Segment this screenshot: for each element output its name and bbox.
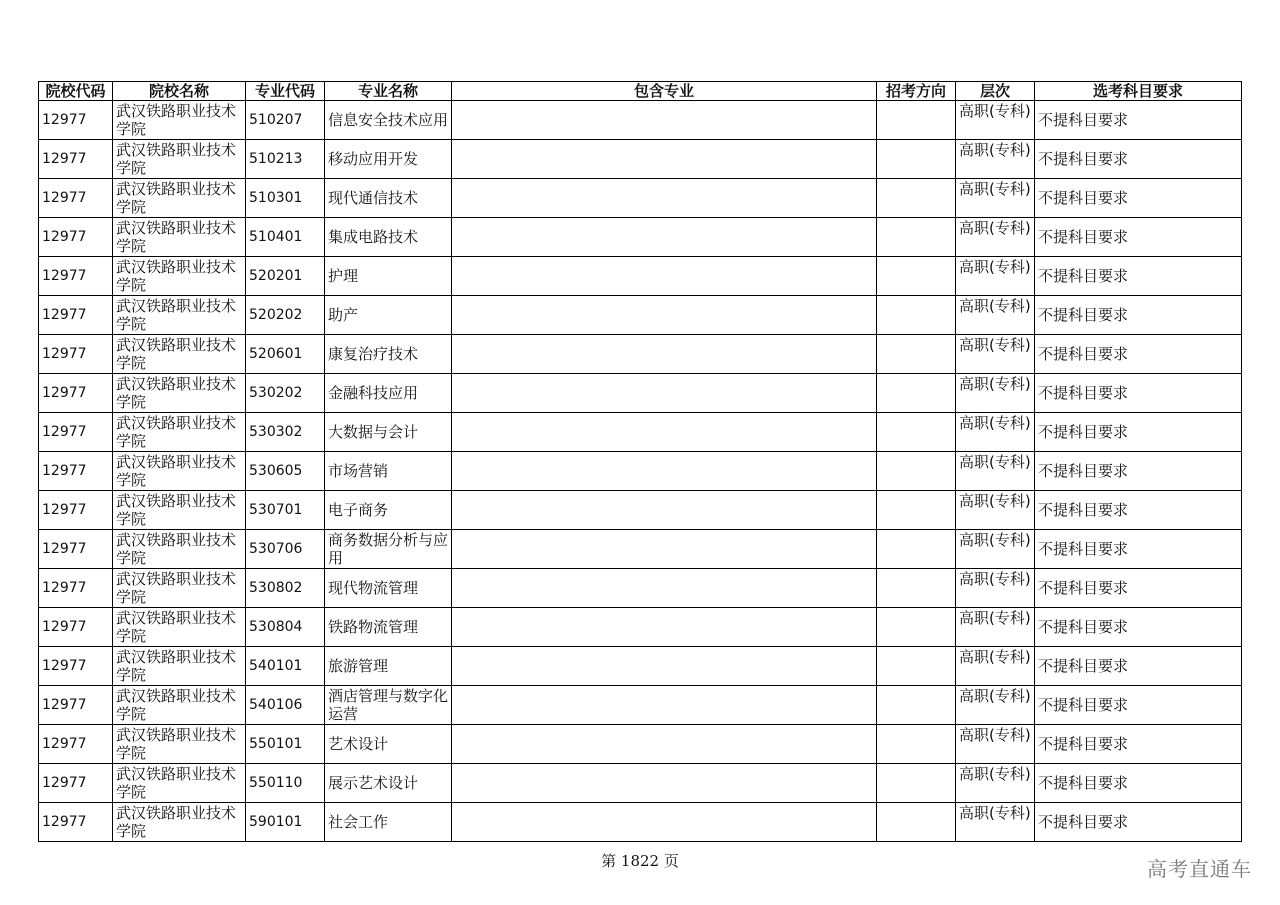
cell-major-code: 530605 (246, 452, 325, 491)
cell-included-majors (452, 530, 877, 569)
cell-included-majors (452, 608, 877, 647)
table-body (39, 101, 1242, 842)
cell-level: 高职(专科) (956, 764, 1035, 803)
cell-enrollment-direction (877, 530, 956, 569)
cell-level: 高职(专科) (956, 608, 1035, 647)
cell-school-code: 12977 (39, 374, 113, 413)
table-row (39, 725, 1242, 764)
cell-major-name: 助产 (325, 296, 452, 335)
cell-enrollment-direction (877, 374, 956, 413)
cell-school-code: 12977 (39, 140, 113, 179)
header-included-majors: 包含专业 (452, 82, 877, 101)
cell-enrollment-direction (877, 413, 956, 452)
cell-level: 高职(专科) (956, 569, 1035, 608)
cell-enrollment-direction (877, 335, 956, 374)
table-row (39, 179, 1242, 218)
cell-level: 高职(专科) (956, 686, 1035, 725)
table-row (39, 686, 1242, 725)
header-school-name: 院校名称 (113, 82, 246, 101)
cell-included-majors (452, 257, 877, 296)
cell-level: 高职(专科) (956, 179, 1035, 218)
cell-school-name: 武汉铁路职业技术学院 (113, 101, 246, 140)
watermark-text: 高考直通车 (1147, 857, 1252, 881)
cell-major-name: 社会工作 (325, 803, 452, 842)
cell-included-majors (452, 335, 877, 374)
cell-subject-requirement: 不提科目要求 (1035, 725, 1242, 764)
cell-subject-requirement: 不提科目要求 (1035, 140, 1242, 179)
cell-subject-requirement: 不提科目要求 (1035, 686, 1242, 725)
cell-enrollment-direction (877, 140, 956, 179)
cell-subject-requirement: 不提科目要求 (1035, 413, 1242, 452)
cell-enrollment-direction (877, 491, 956, 530)
cell-subject-requirement: 不提科目要求 (1035, 452, 1242, 491)
table-row (39, 257, 1242, 296)
header-level: 层次 (956, 82, 1035, 101)
cell-school-name: 武汉铁路职业技术学院 (113, 725, 246, 764)
cell-subject-requirement: 不提科目要求 (1035, 101, 1242, 140)
table-row (39, 413, 1242, 452)
cell-level: 高职(专科) (956, 413, 1035, 452)
cell-school-name: 武汉铁路职业技术学院 (113, 608, 246, 647)
cell-subject-requirement: 不提科目要求 (1035, 803, 1242, 842)
table-header-row (39, 82, 1242, 101)
cell-major-code: 550101 (246, 725, 325, 764)
cell-included-majors (452, 296, 877, 335)
cell-school-code: 12977 (39, 218, 113, 257)
cell-school-code: 12977 (39, 647, 113, 686)
cell-school-code: 12977 (39, 335, 113, 374)
cell-enrollment-direction (877, 803, 956, 842)
cell-major-code: 530202 (246, 374, 325, 413)
cell-level: 高职(专科) (956, 335, 1035, 374)
cell-major-name: 电子商务 (325, 491, 452, 530)
cell-enrollment-direction (877, 725, 956, 764)
cell-included-majors (452, 413, 877, 452)
cell-school-name: 武汉铁路职业技术学院 (113, 764, 246, 803)
cell-school-name: 武汉铁路职业技术学院 (113, 335, 246, 374)
cell-level: 高职(专科) (956, 257, 1035, 296)
cell-included-majors (452, 647, 877, 686)
table-row (39, 530, 1242, 569)
cell-enrollment-direction (877, 686, 956, 725)
cell-level: 高职(专科) (956, 218, 1035, 257)
table-row (39, 569, 1242, 608)
cell-major-name: 商务数据分析与应用 (325, 530, 452, 569)
table-row (39, 608, 1242, 647)
cell-school-name: 武汉铁路职业技术学院 (113, 218, 246, 257)
cell-subject-requirement: 不提科目要求 (1035, 374, 1242, 413)
cell-level: 高职(专科) (956, 296, 1035, 335)
cell-major-name: 护理 (325, 257, 452, 296)
cell-major-code: 530701 (246, 491, 325, 530)
cell-major-name: 铁路物流管理 (325, 608, 452, 647)
cell-level: 高职(专科) (956, 491, 1035, 530)
cell-enrollment-direction (877, 257, 956, 296)
cell-major-code: 520201 (246, 257, 325, 296)
cell-enrollment-direction (877, 179, 956, 218)
cell-included-majors (452, 803, 877, 842)
cell-included-majors (452, 686, 877, 725)
cell-major-code: 520601 (246, 335, 325, 374)
cell-major-name: 展示艺术设计 (325, 764, 452, 803)
cell-included-majors (452, 218, 877, 257)
page-number: 第 1822 页 (601, 852, 679, 870)
cell-level: 高职(专科) (956, 725, 1035, 764)
table-row (39, 803, 1242, 842)
table-row (39, 101, 1242, 140)
cell-included-majors (452, 569, 877, 608)
cell-school-code: 12977 (39, 296, 113, 335)
cell-major-name: 现代通信技术 (325, 179, 452, 218)
cell-enrollment-direction (877, 218, 956, 257)
table-row (39, 452, 1242, 491)
cell-enrollment-direction (877, 608, 956, 647)
cell-major-name: 现代物流管理 (325, 569, 452, 608)
cell-school-code: 12977 (39, 452, 113, 491)
cell-major-code: 590101 (246, 803, 325, 842)
cell-school-name: 武汉铁路职业技术学院 (113, 296, 246, 335)
cell-level: 高职(专科) (956, 140, 1035, 179)
cell-major-name: 酒店管理与数字化运营 (325, 686, 452, 725)
cell-school-code: 12977 (39, 413, 113, 452)
cell-major-name: 大数据与会计 (325, 413, 452, 452)
cell-major-name: 旅游管理 (325, 647, 452, 686)
cell-school-code: 12977 (39, 686, 113, 725)
cell-school-code: 12977 (39, 257, 113, 296)
table-row (39, 491, 1242, 530)
cell-enrollment-direction (877, 569, 956, 608)
cell-level: 高职(专科) (956, 374, 1035, 413)
cell-major-code: 510401 (246, 218, 325, 257)
cell-major-name: 信息安全技术应用 (325, 101, 452, 140)
cell-enrollment-direction (877, 101, 956, 140)
header-major-name: 专业名称 (325, 82, 452, 101)
cell-major-name: 金融科技应用 (325, 374, 452, 413)
cell-included-majors (452, 374, 877, 413)
cell-subject-requirement: 不提科目要求 (1035, 296, 1242, 335)
cell-school-name: 武汉铁路职业技术学院 (113, 647, 246, 686)
cell-major-code: 550110 (246, 764, 325, 803)
cell-school-name: 武汉铁路职业技术学院 (113, 491, 246, 530)
cell-school-code: 12977 (39, 491, 113, 530)
cell-major-code: 510213 (246, 140, 325, 179)
cell-major-name: 移动应用开发 (325, 140, 452, 179)
table-row (39, 335, 1242, 374)
cell-level: 高职(专科) (956, 530, 1035, 569)
cell-included-majors (452, 725, 877, 764)
cell-included-majors (452, 491, 877, 530)
cell-major-name: 艺术设计 (325, 725, 452, 764)
cell-subject-requirement: 不提科目要求 (1035, 530, 1242, 569)
cell-enrollment-direction (877, 452, 956, 491)
cell-enrollment-direction (877, 647, 956, 686)
cell-school-code: 12977 (39, 608, 113, 647)
cell-major-code: 520202 (246, 296, 325, 335)
cell-subject-requirement: 不提科目要求 (1035, 179, 1242, 218)
cell-school-name: 武汉铁路职业技术学院 (113, 803, 246, 842)
cell-included-majors (452, 140, 877, 179)
cell-major-code: 510301 (246, 179, 325, 218)
cell-included-majors (452, 179, 877, 218)
header-school-code: 院校代码 (39, 82, 113, 101)
cell-school-name: 武汉铁路职业技术学院 (113, 374, 246, 413)
cell-subject-requirement: 不提科目要求 (1035, 335, 1242, 374)
table-row (39, 218, 1242, 257)
cell-level: 高职(专科) (956, 803, 1035, 842)
cell-enrollment-direction (877, 296, 956, 335)
cell-major-code: 530802 (246, 569, 325, 608)
table-row (39, 374, 1242, 413)
cell-included-majors (452, 764, 877, 803)
cell-subject-requirement: 不提科目要求 (1035, 569, 1242, 608)
cell-school-name: 武汉铁路职业技术学院 (113, 530, 246, 569)
cell-included-majors (452, 452, 877, 491)
cell-level: 高职(专科) (956, 647, 1035, 686)
cell-school-name: 武汉铁路职业技术学院 (113, 686, 246, 725)
cell-school-name: 武汉铁路职业技术学院 (113, 569, 246, 608)
header-enrollment-direction: 招考方向 (877, 82, 956, 101)
header-subject-requirement: 选考科目要求 (1035, 82, 1242, 101)
cell-school-name: 武汉铁路职业技术学院 (113, 452, 246, 491)
cell-school-code: 12977 (39, 101, 113, 140)
cell-major-code: 540106 (246, 686, 325, 725)
cell-school-name: 武汉铁路职业技术学院 (113, 140, 246, 179)
cell-subject-requirement: 不提科目要求 (1035, 647, 1242, 686)
cell-included-majors (452, 101, 877, 140)
cell-school-code: 12977 (39, 764, 113, 803)
cell-enrollment-direction (877, 764, 956, 803)
cell-major-code: 530302 (246, 413, 325, 452)
cell-school-code: 12977 (39, 569, 113, 608)
table-row (39, 647, 1242, 686)
cell-level: 高职(专科) (956, 101, 1035, 140)
cell-school-name: 武汉铁路职业技术学院 (113, 257, 246, 296)
table-row (39, 140, 1242, 179)
cell-subject-requirement: 不提科目要求 (1035, 764, 1242, 803)
cell-subject-requirement: 不提科目要求 (1035, 218, 1242, 257)
cell-major-name: 康复治疗技术 (325, 335, 452, 374)
cell-school-code: 12977 (39, 179, 113, 218)
admissions-table (38, 81, 1242, 842)
cell-major-code: 540101 (246, 647, 325, 686)
cell-subject-requirement: 不提科目要求 (1035, 257, 1242, 296)
cell-school-name: 武汉铁路职业技术学院 (113, 413, 246, 452)
cell-school-code: 12977 (39, 530, 113, 569)
cell-major-code: 530706 (246, 530, 325, 569)
cell-major-code: 530804 (246, 608, 325, 647)
cell-major-code: 510207 (246, 101, 325, 140)
cell-level: 高职(专科) (956, 452, 1035, 491)
cell-subject-requirement: 不提科目要求 (1035, 608, 1242, 647)
table-row (39, 764, 1242, 803)
header-major-code: 专业代码 (246, 82, 325, 101)
cell-major-name: 集成电路技术 (325, 218, 452, 257)
cell-subject-requirement: 不提科目要求 (1035, 491, 1242, 530)
table-row (39, 296, 1242, 335)
cell-school-code: 12977 (39, 725, 113, 764)
cell-school-code: 12977 (39, 803, 113, 842)
cell-major-name: 市场营销 (325, 452, 452, 491)
cell-school-name: 武汉铁路职业技术学院 (113, 179, 246, 218)
